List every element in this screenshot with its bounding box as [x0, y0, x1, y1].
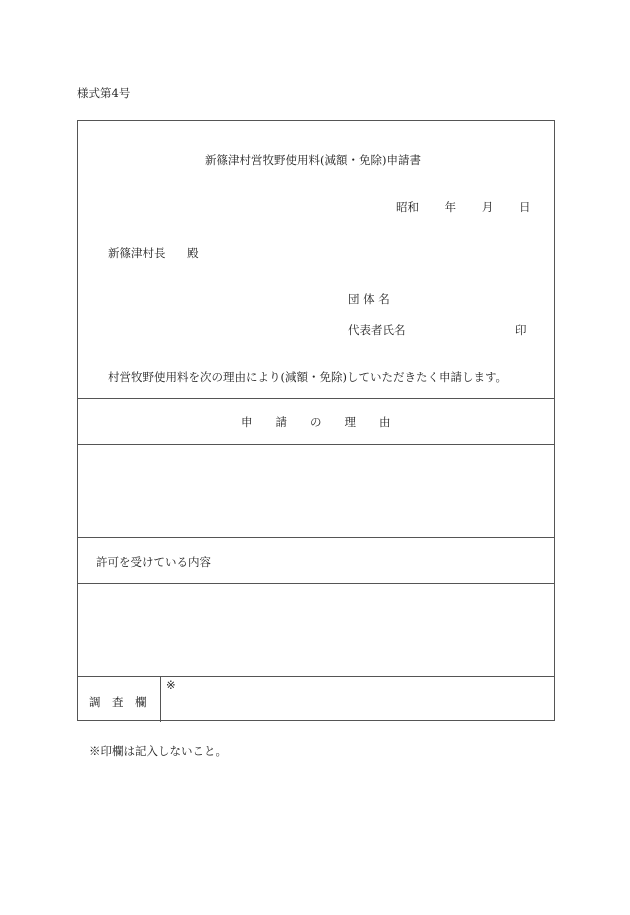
form-number: 様式第4号: [77, 86, 131, 100]
reason-header: 申 請 の 理 由: [241, 415, 391, 429]
date-month: 月: [481, 200, 494, 214]
representative-name-label: 代表者氏名: [348, 323, 406, 337]
footnote: ※印欄は記入しないこと。: [89, 744, 227, 758]
form-title: 新篠津村営牧野使用料(減額・免除)申請書: [205, 153, 421, 167]
divider-1: [78, 398, 554, 399]
application-form: [77, 120, 555, 721]
reason-entry-area[interactable]: [78, 445, 556, 537]
survey-label: 調 査 欄: [89, 695, 147, 709]
addressee-honorific: 殿: [187, 246, 199, 260]
divider-5: [78, 676, 554, 677]
date-era: 昭和: [396, 200, 419, 214]
date-day: 日: [518, 200, 531, 214]
survey-mark: ※: [166, 678, 176, 692]
survey-divider: [160, 676, 161, 722]
date-year: 年: [444, 200, 457, 214]
date-line: [396, 199, 530, 215]
divider-3: [78, 537, 554, 538]
seal-mark: 印: [515, 323, 527, 337]
permission-label: 許可を受けている内容: [96, 555, 211, 569]
request-statement: 村営牧野使用料を次の理由により(減額・免除)していただきたく申請します。: [108, 370, 508, 384]
addressee: [108, 245, 199, 261]
group-name-label: 団 体 名: [348, 292, 390, 306]
permission-entry-area[interactable]: [78, 584, 556, 676]
addressee-name: 新篠津村長: [108, 246, 166, 260]
